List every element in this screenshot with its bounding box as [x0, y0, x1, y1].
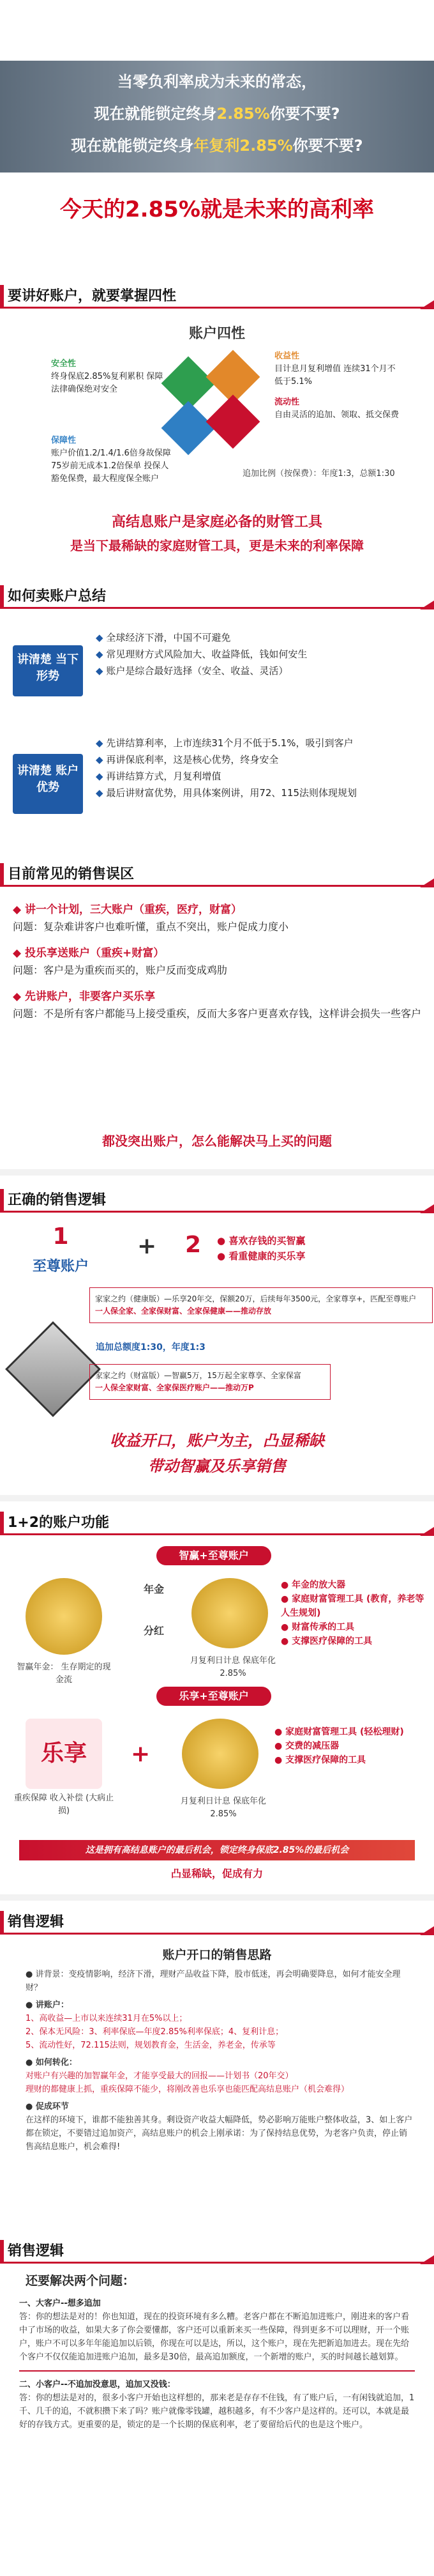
account-item: 1、高收益—上市以来连续31月在5%以上； — [26, 2014, 188, 2023]
header-underline — [0, 1933, 434, 1935]
zhiying-coin-image — [26, 1578, 102, 1655]
account-title: ● 讲账户： — [26, 2000, 69, 2010]
zhiying-function-item: ● 年金的放大器 — [281, 1580, 346, 1590]
advantage-item: ◆ 先讲结算利率，上市连续31个月不低于5.1%，吸引到客户 — [96, 735, 428, 751]
family-wealth-text: 家家之约（财富版）—智赢5万，15万起全家尊享、全家保富 — [95, 1371, 301, 1380]
profit-title: 收益性 — [274, 351, 300, 361]
lexiang-function-item: ● 家庭财富管理工具 (轻松理财) — [274, 1727, 404, 1737]
close-text: 在这样的环境下，谁都不能独善其身。剩设资产收益大幅降低，势必影响万能账户整体收益，3、如上客户都在锁定，不要错过追加资产，高结息账户的机会上刚承诺：为了保持结息优势，为老客户负责，停止销售高结息账户，机会难得! — [26, 2115, 413, 2152]
four-properties-title: 账户四性 — [188, 326, 245, 342]
brand-emblem — [5, 1321, 101, 1417]
convert-title: ● 如何转化： — [26, 2058, 77, 2067]
section-header-label: 销售逻辑 — [0, 2240, 75, 2263]
lexiang-logo: 乐享 — [26, 1719, 102, 1789]
misconception-2-title: ◆ 投乐享送账户（重疾+财富） — [13, 947, 165, 960]
section-header-label: 销售逻辑 — [0, 1911, 75, 1934]
zhiying-left-text: 智赢年金： 生存期定的现金流 — [17, 1662, 111, 1685]
family-wealth-box — [89, 1364, 331, 1400]
lexiang-function-list — [274, 1725, 428, 1767]
q2-text: 答：你的想法是对的，很多小客户开始也这样想的，那来老是存存不住钱，有了账户后，一有闲钱就追加，1 千、几千的追，不就积攒下来了吗？账户就像零钱罐，越积越多，有不少客户是这样的。还可以，本就是最好的存钱方式。更重要的是，锁定的是一个长期的保底利率，老了要留给后代的也是这个账户。 — [19, 2393, 415, 2430]
safety-block — [51, 358, 166, 396]
lexiang-jar-image — [182, 1719, 258, 1789]
add-ratio-text: 追加总额度1:30，年度1:3 — [96, 1342, 206, 1353]
hero-big-title: 今天的2.85%就是未来的高利率 — [60, 197, 374, 222]
section-header-label: 正确的销售逻辑 — [0, 1189, 117, 1212]
section-header-label: 1+2的账户功能 — [0, 1512, 121, 1535]
logic-slogan-2: 带动智赢及乐享销售 — [148, 1457, 286, 1475]
header-underline — [0, 2262, 434, 2264]
zhiying-function-item: ● 财富传承的工具 — [281, 1622, 355, 1632]
logic-one: 1 — [52, 1223, 69, 1250]
liquidity-text: 自由灵活的追加、领取、抵交保费 — [274, 410, 400, 420]
sales-logic-title: 账户开口的销售思路 — [162, 1948, 272, 1962]
caption-line-2: 是当下最稀缺的家庭财管工具，更是未来的利率保障 — [70, 538, 364, 553]
situation-list — [96, 629, 421, 679]
misconception-3-text: 问题：不是所有客户都能马上接受重疾，反而大多客户更喜欢存钱，这样讲会损失一些客户 — [13, 1008, 422, 1020]
misconception-1-text: 问题：复杂难讲客户也难听懂，重点不突出，账户促成力度小 — [13, 921, 289, 933]
logic-two-item: ● 看重健康的买乐享 — [217, 1250, 306, 1262]
liquidity-diamond — [206, 395, 260, 449]
lexiang-function-item: ● 支撑医疗保障的工具 — [274, 1755, 366, 1765]
situation-item: ◆ 账户是综合最好选择（安全、收益、灵活） — [96, 663, 421, 679]
logic-slogan-1: 收益开口，账户为主，凸显稀缺 — [110, 1432, 324, 1450]
header-underline — [0, 1533, 434, 1535]
family-health-box — [89, 1287, 433, 1323]
misconception-2-text: 问题：客户是为重疾而买的，账户反而变成鸡肋 — [13, 964, 228, 976]
misconception-list — [13, 901, 421, 1022]
situation-item: ◆ 全球经济下滑，中国不可避免 — [96, 629, 421, 646]
section-header-correct-logic — [0, 1185, 434, 1216]
zhiying-monthly-rate: 月复利日计息 保底年化2.85% — [190, 1656, 276, 1678]
lexiang-title: 乐享+至尊账户 — [156, 1687, 271, 1706]
liquidity-title: 流动性 — [274, 397, 300, 407]
guarantee-title: 保障性 — [51, 436, 77, 445]
section-divider — [0, 1894, 434, 1901]
hero-line-1: 当零负利率成为未来的常态， — [117, 73, 317, 91]
section-divider — [0, 1169, 434, 1176]
hero-section — [0, 0, 434, 268]
section-header-label: 如何卖账户总结 — [0, 585, 117, 608]
section-header-account-functions — [0, 1508, 434, 1538]
logic-two: 2 — [185, 1232, 202, 1258]
advantage-list — [96, 735, 428, 801]
situation-item: ◆ 常见理财方式风险加大、收益降低，钱如何安生 — [96, 646, 421, 663]
advantage-item: ◆ 再讲结算方式，月复利增值 — [96, 768, 428, 785]
two-questions-title: 还要解决两个问题： — [26, 2274, 135, 2288]
convert-item: 理财的都健康上抓，重疾保障不能少，将刚改善也乐享也能匹配高结息账户（机会难得） — [26, 2085, 350, 2094]
guarantee-text: 账户价值1.2/1.4/1.6倍身故保障 75岁前无成本1.2倍保单 投保人豁免保费，最大程度保全账户 — [51, 448, 171, 484]
misconception-question: 都没突出账户，怎么能解决马上买的问题 — [102, 1133, 332, 1149]
situation-box: 讲清楚 当下形势 — [13, 645, 83, 696]
zhiying-function-list — [281, 1578, 428, 1648]
header-underline — [0, 607, 434, 609]
logic-two-list — [217, 1233, 421, 1264]
last-chance-sub: 凸显稀缺，促成有力 — [170, 1867, 263, 1880]
section-divider — [0, 1495, 434, 1501]
year-label: 年金 — [144, 1583, 165, 1595]
guarantee-block — [51, 434, 172, 486]
questions-body — [19, 2297, 415, 2432]
family-wealth-sub: 一人保全家财富、全家保医疗账户——推动万P — [95, 1383, 254, 1392]
caption-line-1: 高结息账户是家庭必备的财管工具 — [111, 514, 322, 530]
safety-text: 终身保底2.85%复利累积 保障法律确保绝对安全 — [51, 372, 163, 394]
four-properties-diagram — [169, 358, 265, 454]
misconception-3-title: ◆ 先讲账户，非要客户买乐享 — [13, 990, 155, 1003]
hero-line-3: 现在就能锁定终身年复利2.85%你要不要? — [71, 137, 363, 155]
logic-one-label: 至尊账户 — [32, 1259, 89, 1275]
advantage-item: ◆ 再讲保底利率，这是核心优势，终身安全 — [96, 751, 428, 768]
section-header-two-questions — [0, 2236, 434, 2267]
last-chance-ribbon: 这是拥有高结息账户的最后机会，锁定终身保底2.85%的最后机会 — [19, 1840, 415, 1860]
dividend-label: 分红 — [144, 1625, 165, 1637]
section-header-label: 目前常见的销售误区 — [0, 863, 146, 886]
zhiying-function-item: ● 家庭财富管理工具 (教育，养老等人生规划) — [281, 1594, 424, 1618]
zhiying-title: 智赢+至尊账户 — [156, 1546, 271, 1565]
section-header-four-properties — [0, 281, 434, 312]
header-underline — [0, 1211, 434, 1213]
family-health-sub: 一人保全家、全家保财富、全家保健康——推动存放 — [95, 1307, 272, 1315]
advantage-box: 讲清楚 账户优势 — [13, 754, 83, 814]
close-title: ● 促成环节 — [26, 2102, 69, 2112]
logic-two-item: ● 喜欢存钱的买智赢 — [217, 1235, 306, 1246]
safety-title: 安全性 — [51, 359, 77, 369]
section-header-label: 要讲好账户，就要掌握四性 — [0, 285, 188, 308]
section-header-misconceptions — [0, 859, 434, 890]
lexiang-function-item: ● 交费的减压器 — [274, 1741, 340, 1751]
misconception-1-title: ◆ 讲一个计划，三大账户（重疾，医疗，财富） — [13, 903, 242, 916]
zhiying-function-item: ● 支撑医疗保障的工具 — [281, 1636, 373, 1646]
lexiang-plus: + — [131, 1741, 151, 1767]
lexiang-monthly-rate: 月复利日计息 保底年化2.85% — [180, 1797, 267, 1819]
account-item: 2、保本无风险：3、利率保底—年度2.85%利率保底；4、复利计息； — [26, 2027, 284, 2037]
q2-title: 二、小客户--不追加没意思，追加又没钱： — [19, 2380, 176, 2389]
sales-logic-body — [26, 1968, 415, 2154]
logic-plus: + — [137, 1233, 157, 1259]
section-header-how-to-sell — [0, 581, 434, 612]
lexiang-left-text: 重疾保障 收入补偿 (大病止损) — [13, 1793, 114, 1816]
liquidity-block — [274, 396, 402, 422]
section-header-sales-logic — [0, 1907, 434, 1938]
hero-line-2: 现在就能锁定终身2.85%你要不要? — [94, 105, 340, 123]
advantage-item: ◆ 最后讲财富优势，用具体案例讲，用72、115法则体现规划 — [96, 785, 428, 801]
questions-separator — [19, 2370, 415, 2372]
profit-text: 目计息月复利增值 连续31个月不低于5.1% — [274, 364, 396, 387]
q1-title: 一、大客户--想多追加 — [19, 2299, 101, 2308]
zhiying-jar-image — [191, 1578, 268, 1648]
profit-block — [274, 350, 402, 388]
header-underline — [0, 885, 434, 887]
flex-ratio-text: 追加比例（按保费）：年度1:3，总额1:30 — [243, 469, 395, 479]
background-text: ● 讲背景：变疫情影响，经济下滑，理财产品收益下降，股市低迷，再会明确要降息，如何才能安全理财？ — [26, 1970, 401, 1993]
header-underline — [0, 307, 434, 309]
convert-item: 对账户有兴趣的加智赢年金，才能享受最大的回报——计划书（20年交） — [26, 2071, 294, 2081]
account-item: 5、流动性好，72.115法则，规划教育金，生活金，养老金，传承等 — [26, 2041, 276, 2050]
family-health-text: 家家之约（健康版）—乐享20年交，保额20万，后续每年3500元，全家尊享+，匹配至尊账户 — [95, 1294, 417, 1303]
q1-text: 答：你的想法是对的！你也知道，现在的投资环境有多么糟。老客户都在不断追加进账户，刚进来的客户看中了市场的收益，如果大多了你会要懂都，客户还可以重新来买一些保障，得到更多不可以理财，开一个账户，账户不可以多年年能追加以后锁，你现在可以是达，所以，这个账户，现在先把新追加进去。现在先给个客户不仅仅能追加进账户追加，最多是30倍，最高追加额度，一个新增的账户，买的时间越长越划算。 — [19, 2312, 410, 2362]
